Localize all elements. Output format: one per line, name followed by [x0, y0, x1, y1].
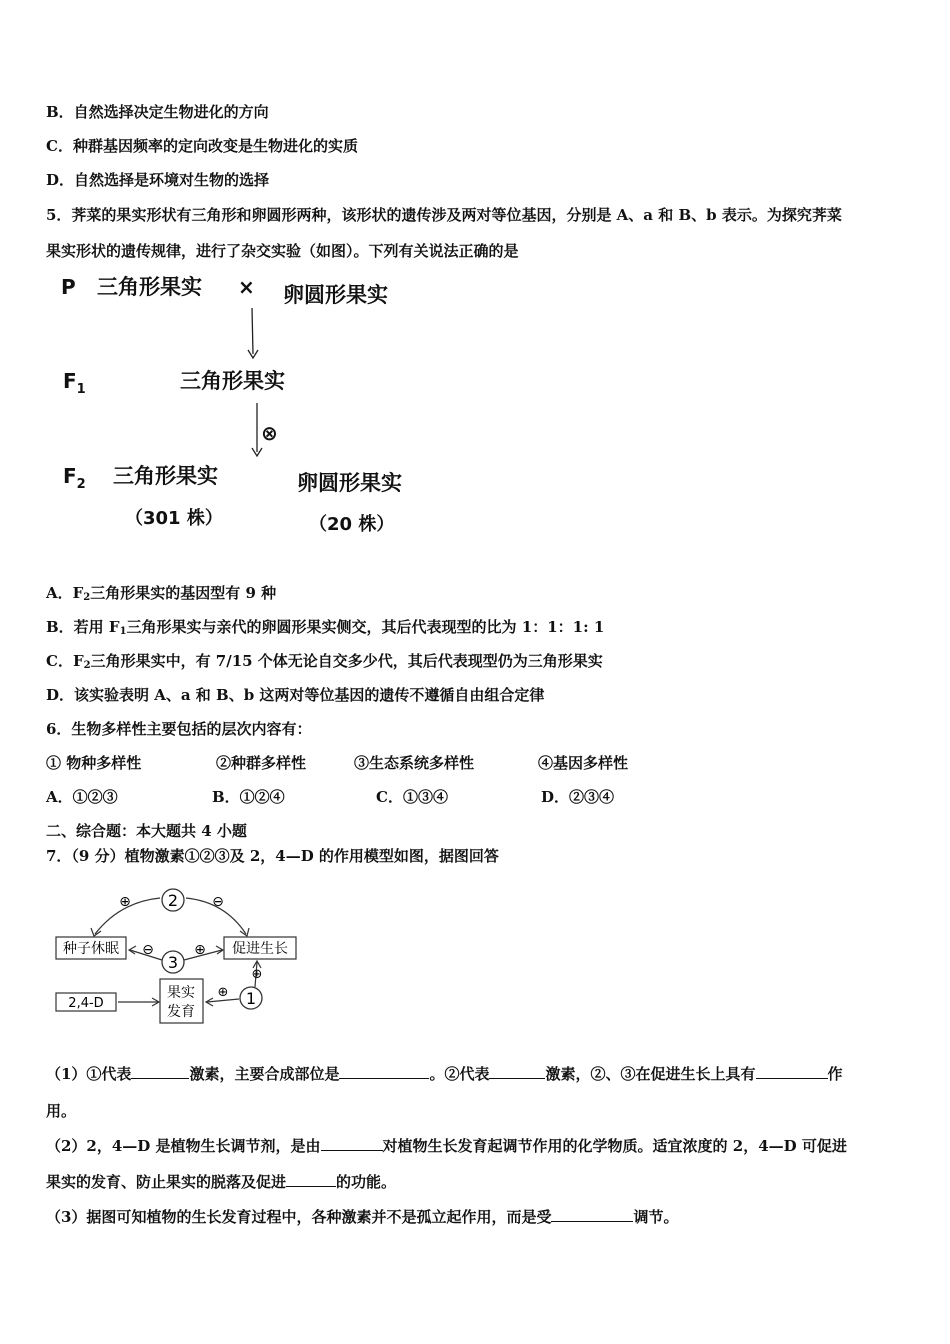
p-label: P — [61, 275, 76, 299]
q4-option-d: D．自然选择是环境对生物的选择 — [46, 171, 270, 189]
q5-option-d: D．该实验表明 A、a 和 B、b 这两对等位基因的遗传不遵循自由组合定律 — [46, 686, 545, 704]
f1-label: $F_1$ — [63, 369, 86, 397]
q7-stem: 7．（9 分）植物激素①②③及 2，4—D 的作用模型如图，据图回答 — [46, 847, 499, 865]
q6-option-c: C．①③④ — [376, 788, 448, 806]
cross-symbol: × — [238, 275, 255, 299]
plus-sign-1-growth: ⊕ — [251, 967, 263, 982]
q4-option-b: B．自然选择决定生物进化的方向 — [46, 103, 269, 121]
q6-option-b: B．①②④ — [212, 788, 285, 806]
plus-sign-3-growth: ⊕ — [194, 942, 206, 958]
q7-sub1-line2: 用。 — [46, 1102, 77, 1120]
box-24d-label: 2,4-D — [68, 996, 104, 1011]
q5-cross-diagram — [55, 268, 425, 543]
q7-sub3: （3）据图可知植物的生长发育过程中，各种激素并不是孤立起作用，而是受 调节。 — [46, 1208, 679, 1226]
f2-count-oval: （20 株） — [309, 514, 395, 535]
q5-option-c: C．$F_2$三角形果实中，有 7/15 个体无论自交多少代，其后代表现型仍为三角形果实 — [46, 652, 603, 671]
q5-stem-line1: 5．荠菜的果实形状有三角形和卵圆形两种，该形状的遗传涉及两对等位基因，分别是 A、a 和 B、b 表示。为探究荠菜 — [46, 206, 842, 224]
box-fruit-label-line1: 果实 — [167, 985, 195, 1001]
q6-option-a: A．①②③ — [46, 788, 118, 806]
arrow-p-f1 — [252, 308, 253, 354]
box-promote-growth-label: 促进生长 — [232, 941, 288, 957]
q4-option-c: C．种群基因频率的定向改变是生物进化的实质 — [46, 137, 358, 155]
q7-sub2-line2: 果实的发育、防止果实的脱落及促进 的功能。 — [46, 1173, 397, 1191]
f2-count-triangle: （301 株） — [125, 508, 223, 529]
arrow-head — [129, 946, 136, 954]
q5-stem-line2: 果实形状的遗传规律，进行了杂交实验（如图）。下列有关说法正确的是 — [46, 242, 519, 260]
q6-item-3: ③生态系统多样性 — [354, 754, 475, 772]
q6-stem: 6．生物多样性主要包括的层次内容有： — [46, 720, 312, 738]
p-parent1: 三角形果实 — [97, 275, 202, 299]
p-parent2: 卵圆形果实 — [283, 283, 388, 307]
q6-option-d: D．②③④ — [541, 788, 615, 806]
section2-heading: 二、综合题：本大题共 4 小题 — [46, 822, 247, 840]
q6-item-4: ④基因多样性 — [538, 754, 629, 772]
box-fruit-label-line2: 发育 — [167, 1004, 195, 1020]
q6-item-1: ① 物种多样性 — [46, 754, 142, 772]
node-3-label: 3 — [167, 953, 179, 972]
selfing-symbol: ⊗ — [261, 421, 278, 445]
f2-phenotype-triangle: 三角形果实 — [113, 464, 218, 488]
minus-sign-2-growth: ⊖ — [212, 894, 224, 910]
node-1-label: 1 — [245, 989, 257, 1008]
q7-hormone-diagram — [50, 882, 310, 1032]
box-seed-dormancy-label: 种子休眠 — [63, 941, 119, 957]
f2-phenotype-oval: 卵圆形果实 — [297, 471, 402, 495]
arrow-head — [216, 946, 223, 954]
f1-phenotype: 三角形果实 — [180, 369, 285, 393]
node-2-label: 2 — [167, 891, 179, 910]
q5-option-b: B．若用 $F_1$三角形果实与亲代的卵圆形果实侧交，其后代表现型的比为 1：1：1: 1 — [46, 618, 605, 637]
q7-sub1: （1）①代表 激素，主要合成部位是 。②代表 激素，②、③在促进生长上具有 作 — [46, 1065, 843, 1083]
plus-sign-1-fruit: ⊕ — [217, 985, 229, 1000]
minus-sign-3-dormancy: ⊖ — [142, 942, 154, 958]
plus-sign-2-dormancy: ⊕ — [119, 894, 131, 910]
f2-label: $F_2$ — [63, 464, 86, 492]
q7-sub2: （2）2，4—D 是植物生长调节剂，是由 对植物生长发育起调节作用的化学物质。适宜浓度的 2，4—D 可促进 — [46, 1137, 847, 1155]
q5-option-a: A．$F_2$三角形果实的基因型有 9 种 — [46, 584, 277, 603]
q6-item-2: ②种群多样性 — [216, 754, 307, 772]
